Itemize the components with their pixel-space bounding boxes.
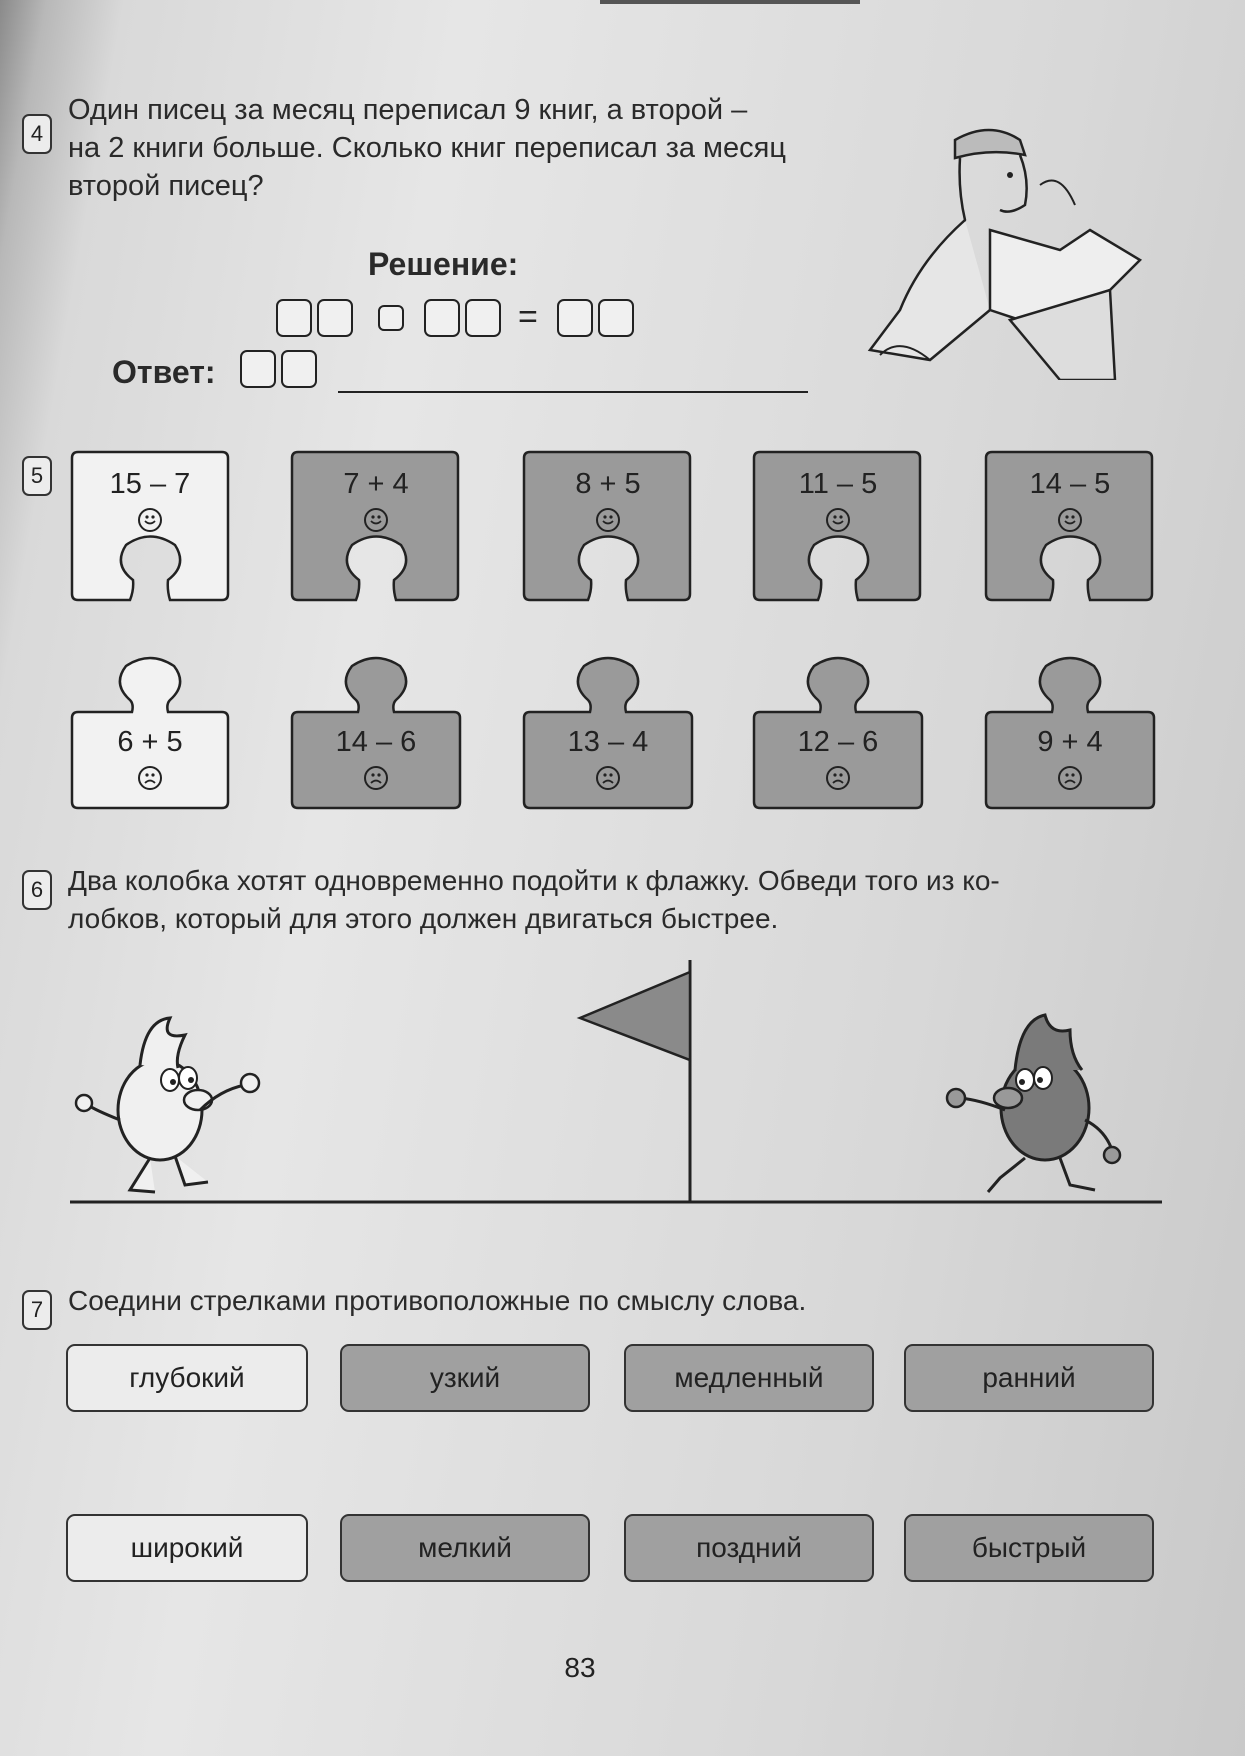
digit-box[interactable]: [276, 299, 312, 337]
smile-icon: [596, 508, 620, 532]
operator-box[interactable]: [378, 305, 404, 331]
puzzle-piece-top[interactable]: [752, 450, 912, 600]
smile-icon: [138, 508, 162, 532]
top-edge-bar: [600, 0, 860, 4]
word-card[interactable]: широкий: [66, 1514, 308, 1582]
digit-box[interactable]: [317, 299, 353, 337]
sad-face-icon: [364, 766, 388, 790]
expression: 11 – 5: [798, 468, 878, 500]
task-7-number: 7: [22, 1290, 52, 1330]
equals-sign: =: [518, 298, 538, 336]
puzzle-piece-bottom[interactable]: [70, 656, 230, 810]
answer-label: Ответ:: [112, 354, 216, 390]
expression: 15 – 7: [109, 468, 191, 500]
puzzle-piece-top[interactable]: [290, 450, 450, 600]
word-card[interactable]: мелкий: [340, 1514, 590, 1582]
answer-digit-box[interactable]: [240, 350, 276, 388]
sad-face-icon: [826, 766, 850, 790]
digit-box[interactable]: [424, 299, 460, 337]
puzzle-piece-top[interactable]: [984, 450, 1144, 600]
smile-icon: [364, 508, 388, 532]
puzzle-piece-top[interactable]: [70, 450, 230, 600]
task-4-text-line-3: второй писец?: [68, 170, 264, 202]
word-card[interactable]: ранний: [904, 1344, 1154, 1412]
smile-icon: [1058, 508, 1082, 532]
expression: 8 + 5: [575, 468, 641, 500]
expression: 9 + 4: [1037, 726, 1103, 758]
puzzle-piece-bottom[interactable]: [984, 656, 1144, 810]
race-illustration: [60, 960, 1170, 1210]
word-card[interactable]: медленный: [624, 1344, 874, 1412]
flag-icon: [580, 972, 690, 1060]
expression: 12 – 6: [797, 726, 879, 758]
answer-line[interactable]: [338, 391, 808, 393]
solution-label: Решение:: [368, 246, 519, 282]
left-kolobok-icon: [76, 1018, 259, 1192]
task-6-text-line-1: Два колобка хотят одновременно подойти к флажку. Обведи того из ко-: [68, 865, 1000, 896]
expression: 6 + 5: [117, 726, 183, 758]
smile-icon: [826, 508, 850, 532]
sad-face-icon: [596, 766, 620, 790]
digit-box[interactable]: [557, 299, 593, 337]
expression: 14 – 5: [1029, 468, 1111, 500]
task-7-text: Соедини стрелками противоположные по смыслу слова.: [68, 1285, 807, 1316]
puzzle-piece-bottom[interactable]: [522, 656, 682, 810]
task-6-number: 6: [22, 870, 52, 910]
scribe-illustration: [860, 110, 1150, 380]
puzzle-piece-bottom[interactable]: [290, 656, 450, 810]
answer-digit-box[interactable]: [281, 350, 317, 388]
task-4-text-line-1: Один писец за месяц переписал 9 книг, а второй –: [68, 94, 748, 126]
task-4-number: 4: [22, 114, 52, 154]
page-number: 83: [564, 1652, 596, 1683]
right-kolobok-icon: [947, 1015, 1120, 1192]
task-5-number: 5: [22, 456, 52, 496]
word-card[interactable]: поздний: [624, 1514, 874, 1582]
digit-box[interactable]: [465, 299, 501, 337]
word-card[interactable]: глубокий: [66, 1344, 308, 1412]
sad-face-icon: [138, 766, 162, 790]
expression: 14 – 6: [335, 726, 417, 758]
puzzle-piece-bottom[interactable]: [752, 656, 912, 810]
digit-box[interactable]: [598, 299, 634, 337]
task-6-text-line-2: лобков, который для этого должен двигаться быстрее.: [68, 903, 779, 934]
expression: 13 – 4: [567, 726, 649, 758]
word-card[interactable]: узкий: [340, 1344, 590, 1412]
expression: 7 + 4: [343, 468, 409, 500]
word-card[interactable]: быстрый: [904, 1514, 1154, 1582]
puzzle-piece-top[interactable]: [522, 450, 682, 600]
sad-face-icon: [1058, 766, 1082, 790]
task-4-text-line-2: на 2 книги больше. Сколько книг переписал за месяц: [68, 132, 786, 164]
